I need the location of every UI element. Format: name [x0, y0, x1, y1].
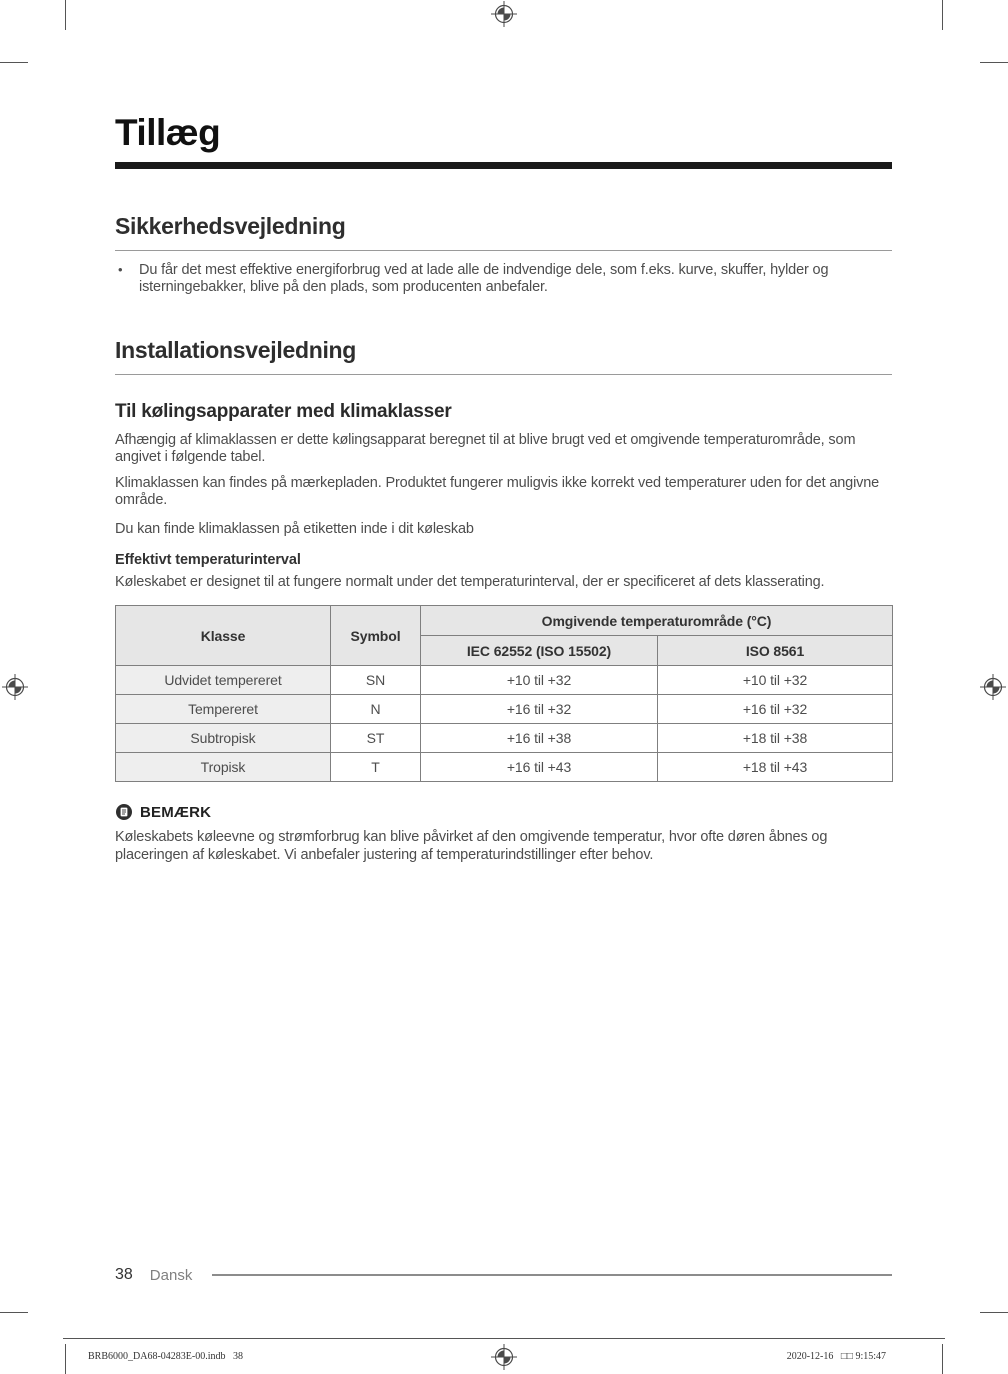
- effective-interval-heading: Effektivt temperaturinterval: [115, 551, 301, 568]
- cell-symbol: T: [331, 753, 421, 782]
- cell-symbol: ST: [331, 724, 421, 753]
- installation-paragraph-2: Klimaklassen kan findes på mærkepladen. Produktet fungerer muligvis ikke korrekt ved temperaturer uden for det angivne område.: [115, 474, 880, 508]
- crop-mark: [942, 0, 943, 30]
- bottom-rule: [63, 1338, 945, 1339]
- cell-klasse: Tropisk: [116, 753, 331, 782]
- crop-mark: [65, 0, 66, 30]
- table-row: [116, 666, 893, 695]
- footer-language: Dansk: [149, 1266, 193, 1284]
- table-row: [116, 724, 893, 753]
- note-header: [115, 803, 892, 821]
- cell-klasse: Udvidet tempereret: [116, 666, 331, 695]
- note-label: BEMÆRK: [140, 803, 212, 821]
- safety-bullet-item: [115, 262, 892, 297]
- table-row: [116, 695, 893, 724]
- crop-mark: [0, 62, 28, 63]
- section-installation: [115, 337, 892, 864]
- cell-iec: +10 til +32: [421, 666, 658, 695]
- note-block: [115, 803, 892, 864]
- climate-class-table: [115, 605, 893, 782]
- cell-klasse: Tempereret: [116, 695, 331, 724]
- cell-iso: +18 til +43: [658, 753, 893, 782]
- crop-mark: [980, 62, 1008, 63]
- bullet-marker: •: [118, 262, 123, 277]
- footer-rule: [212, 1274, 892, 1276]
- column-header-iec: IEC 62552 (ISO 15502): [421, 636, 658, 666]
- note-text: Køleskabets køleevne og strømforbrug kan blive påvirket af den omgivende temperatur, hvor ofte døren åbnes og placeringen af køleskabet. Vi anbefaler justering af temperaturindstillinger efter behov.: [115, 829, 828, 863]
- page-title: Tillæg: [115, 112, 221, 153]
- page-footer: [115, 1266, 892, 1284]
- column-header-klasse: Klasse: [116, 606, 331, 666]
- crop-mark: [0, 1312, 28, 1313]
- column-header-temp-range: Omgivende temperaturområde (°C): [421, 606, 893, 636]
- cell-iso: +18 til +38: [658, 724, 893, 753]
- title-rule: [115, 162, 892, 169]
- section-safety: [115, 213, 892, 297]
- crop-mark: [65, 1344, 66, 1374]
- section-heading-safety: Sikkerhedsvejledning: [115, 213, 892, 251]
- registration-mark-icon: [1, 673, 29, 701]
- cell-iso: +16 til +32: [658, 695, 893, 724]
- print-info-bar: [88, 1351, 886, 1362]
- page-content: [115, 0, 892, 864]
- cell-iso: +10 til +32: [658, 666, 893, 695]
- column-header-symbol: Symbol: [331, 606, 421, 666]
- cell-symbol: SN: [331, 666, 421, 695]
- cell-iec: +16 til +43: [421, 753, 658, 782]
- installation-paragraph-1: Afhængig af klimaklassen er dette kølingsapparat beregnet til at blive brugt ved et omgivende temperaturområde, som angivet i følgende tabel.: [115, 431, 856, 466]
- cell-iec: +16 til +32: [421, 695, 658, 724]
- section-heading-installation: Installationsvejledning: [115, 337, 892, 375]
- table-row: [116, 753, 893, 782]
- subsection-climate-classes: Til kølingsapparater med klimaklasser: [115, 400, 452, 422]
- note-icon: [115, 803, 133, 821]
- column-header-iso: ISO 8561: [658, 636, 893, 666]
- cell-klasse: Subtropisk: [116, 724, 331, 753]
- registration-mark-icon: [979, 673, 1007, 701]
- installation-paragraph-3: Du kan finde klimaklassen på etiketten inde i dit køleskab: [115, 521, 474, 538]
- table-header-row: [116, 606, 893, 636]
- effective-interval-text: Køleskabet er designet til at fungere normalt under det temperaturinterval, der er specificeret af dets klasserating.: [115, 573, 825, 590]
- page-number: 38: [115, 1266, 133, 1283]
- print-timestamp: 2020-12-16 □□ 9:15:47: [786, 1351, 886, 1362]
- safety-bullet-text: Du får det mest effektive energiforbrug ved at lade alle de indvendige dele, som f.eks. kurve, skuffer, hylder og isterningebakker, blive på den plads, som producenten anbefaler.: [139, 262, 829, 296]
- print-file-info: BRB6000_DA68-04283E-00.indb 38: [88, 1351, 243, 1362]
- crop-mark: [942, 1344, 943, 1374]
- cell-iec: +16 til +38: [421, 724, 658, 753]
- crop-mark: [980, 1312, 1008, 1313]
- cell-symbol: N: [331, 695, 421, 724]
